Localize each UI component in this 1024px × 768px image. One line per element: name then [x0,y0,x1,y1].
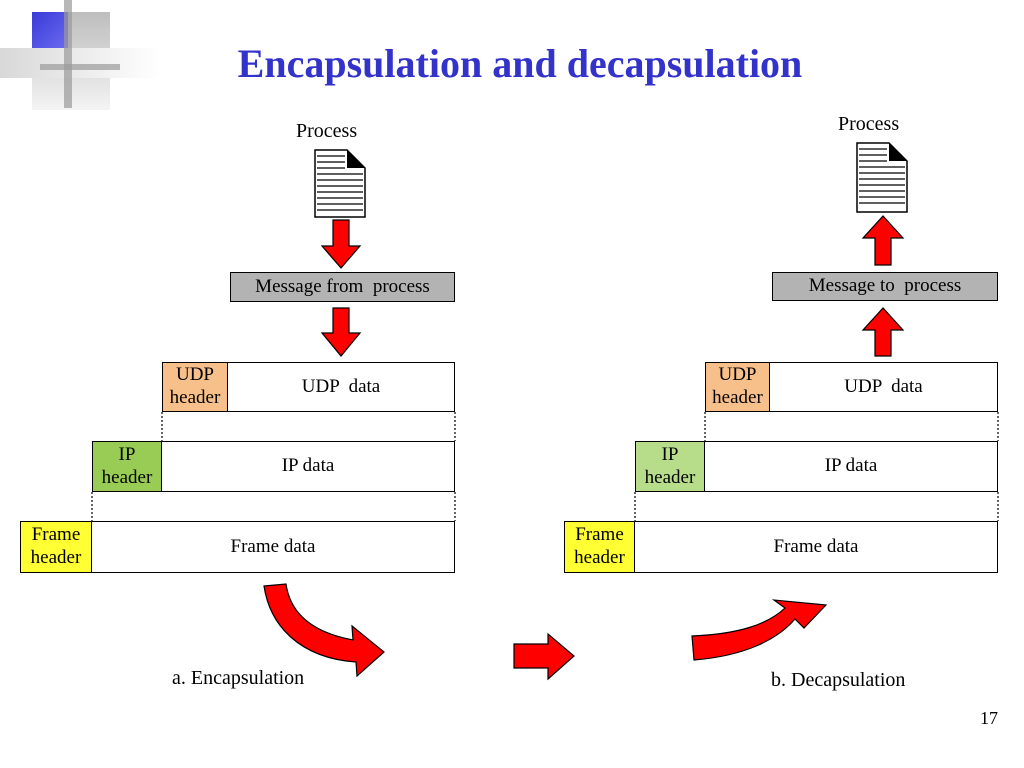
message-label: Message to process [808,275,962,297]
udp-header-label: UDP header [712,364,763,408]
decapsulation-caption: b. Decapsulation [771,669,906,691]
page-title: Encapsulation and decapsulation [237,41,803,86]
message-label: Message from process [255,275,430,297]
curved-arrow-icon [264,584,384,676]
udp-data-label: UDP data [301,375,381,397]
page-number: 17 [980,708,998,728]
udp-data-box [769,362,998,412]
ip-data-box [161,441,455,492]
encapsulation-caption: a. Encapsulation [172,667,305,689]
document-icon [857,143,907,212]
process-label: Process [838,113,900,135]
udp-header-box [705,362,770,412]
ip-header-label: IP header [644,443,696,488]
up-arrow-icon [863,216,903,265]
ip-header-box [635,441,705,492]
ip-header-label: IP header [101,443,153,488]
frame-data-box [634,521,998,573]
corner-logo [0,0,160,110]
frame-data-label: Frame data [773,535,859,557]
message-to-process-box [772,272,998,301]
ip-data-label: IP data [824,455,878,477]
frame-header-box [20,521,92,573]
up-arrow-icon [863,308,903,356]
frame-data-label: Frame data [230,535,316,557]
document-icon [315,150,365,217]
ip-data-label: IP data [281,455,335,477]
frame-header-box [564,521,635,573]
right-arrow-icon [514,634,574,679]
ip-data-box [704,441,998,492]
udp-data-label: UDP data [844,375,923,397]
udp-data-box [227,362,455,412]
udp-header-box [162,362,228,412]
curved-arrow-icon [692,600,826,660]
process-label: Process [296,120,358,142]
message-from-process-box [230,272,455,302]
down-arrow-icon [322,220,360,268]
down-arrow-icon [322,308,360,356]
frame-data-box [91,521,455,573]
frame-header-label: Frame header [574,524,625,568]
udp-header-label: UDP header [169,364,221,408]
ip-header-box [92,441,162,492]
frame-header-label: Frame header [30,524,82,568]
